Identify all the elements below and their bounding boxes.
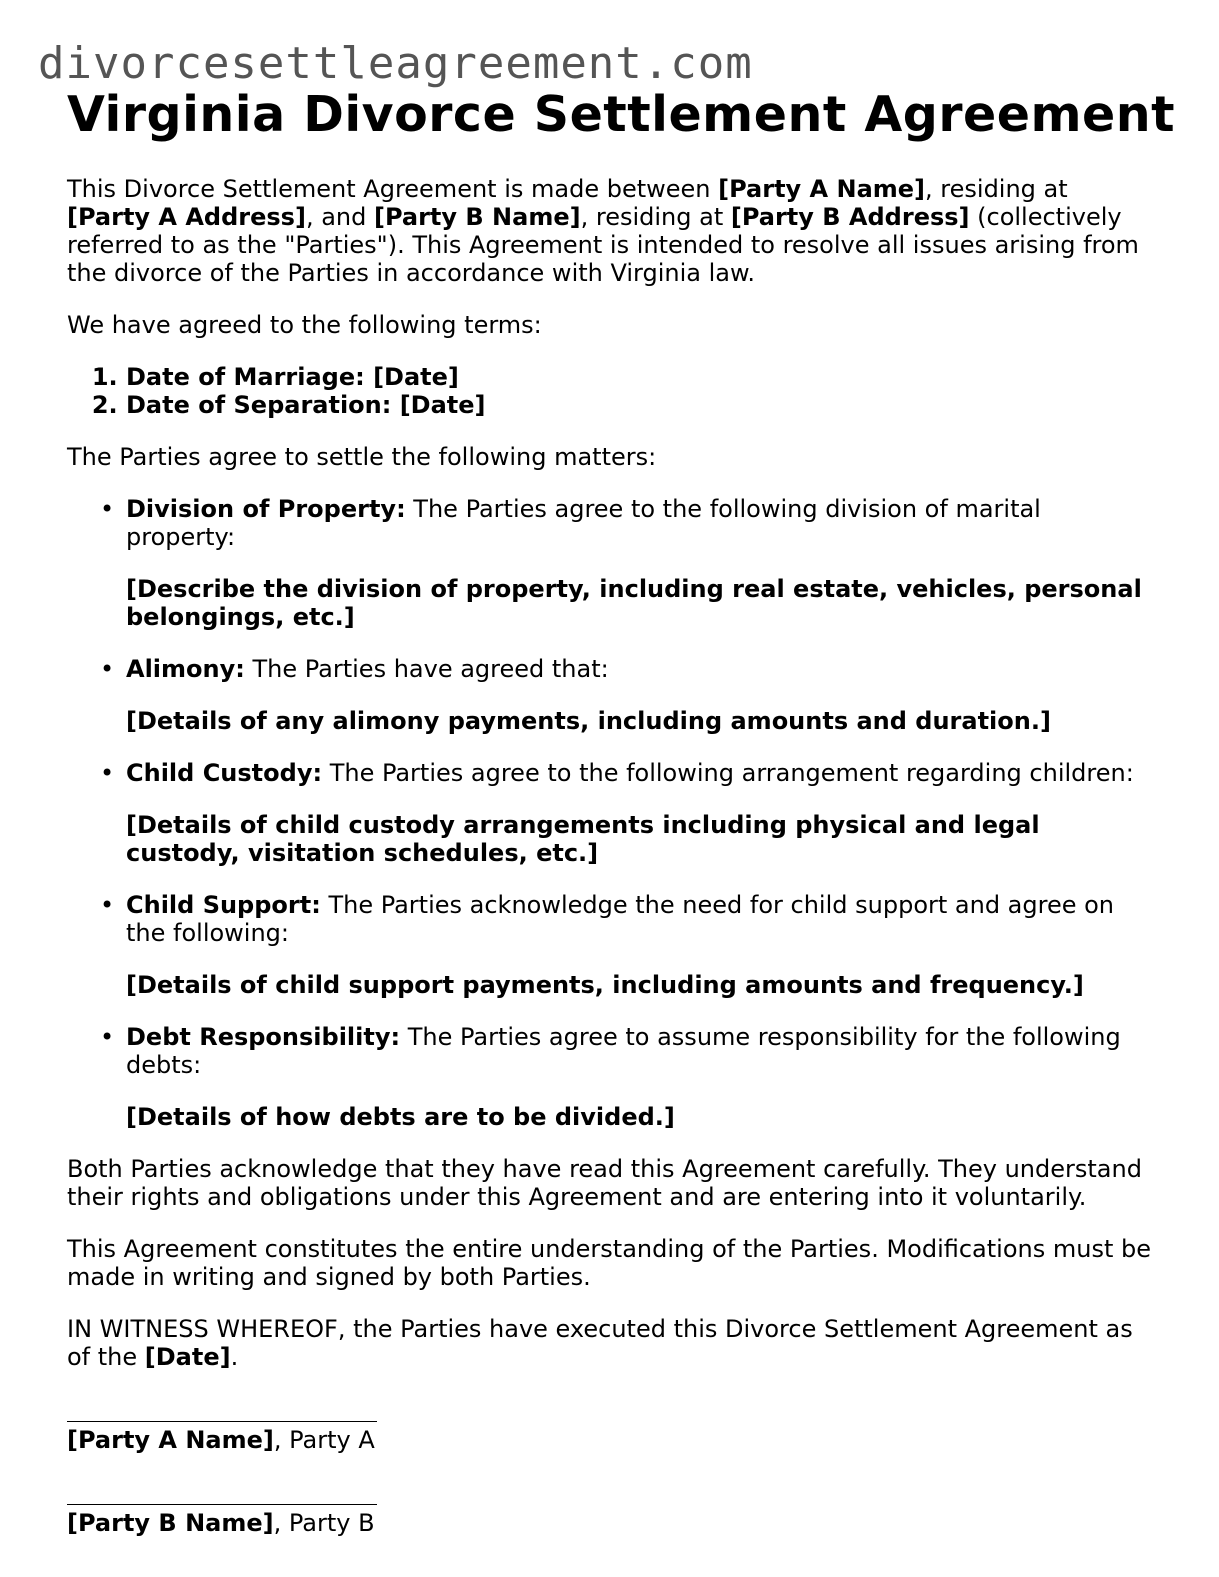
matters-lead: The Parties agree to settle the following matters:	[67, 443, 657, 471]
signature-name: [Party B Name]	[67, 1509, 274, 1537]
intro-text-2: , residing at	[925, 175, 1068, 203]
signature-party-b	[67, 1488, 1157, 1537]
matter-child-custody	[100, 759, 1157, 867]
intro-text-3: , and	[305, 203, 374, 231]
matter-alimony	[100, 655, 1157, 735]
agreement-document	[67, 86, 1176, 1537]
bullet-icon: •	[100, 495, 115, 523]
matter-division-of-property	[100, 495, 1157, 631]
signature-caption	[67, 1426, 1157, 1454]
intro-text-4: , residing at	[580, 203, 731, 231]
matter-text: The Parties have agreed that:	[244, 655, 609, 683]
matter-label: Child Custody:	[126, 759, 323, 787]
terms-lead: We have agreed to the following terms:	[67, 311, 542, 339]
term-date-of-separation: 2. Date of Separation: [Date]	[126, 391, 1157, 419]
party-a-address-placeholder: [Party A Address]	[67, 203, 306, 231]
bullet-icon: •	[100, 655, 115, 683]
matter-debt-responsibility	[100, 1023, 1157, 1131]
matter-detail-placeholder: [Describe the division of property, including real estate, vehicles, personal belongings, etc.]	[126, 575, 1142, 631]
page-title: Virginia Divorce Settlement Agreement	[67, 86, 1176, 143]
signature-line	[67, 1488, 377, 1505]
signature-caption	[67, 1509, 1157, 1537]
acknowledgement-paragraph: Both Parties acknowledge that they have read this Agreement carefully. They understand their rights and obligations under this Agreement and are entering into it voluntarily.	[67, 1155, 1142, 1211]
matter-label: Division of Property:	[126, 495, 406, 523]
witness-date-placeholder: [Date]	[144, 1343, 231, 1371]
matters-list	[67, 495, 1157, 1131]
party-a-name-placeholder: [Party A Name]	[718, 175, 926, 203]
party-b-address-placeholder: [Party B Address]	[730, 203, 970, 231]
matter-label: Alimony:	[126, 655, 245, 683]
matter-text: The Parties acknowledge the need for child support and agree on the following:	[126, 891, 1115, 947]
witness-paragraph	[67, 1315, 1157, 1371]
bullet-icon: •	[100, 891, 115, 919]
witness-text-1: IN WITNESS WHEREOF, the Parties have executed this Divorce Settlement Agreement as of the	[67, 1315, 1133, 1371]
signature-role: , Party B	[273, 1509, 375, 1537]
matter-detail-placeholder: [Details of child support payments, including amounts and frequency.]	[126, 971, 1084, 999]
matter-text: The Parties agree to assume responsibility for the following debts:	[126, 1023, 1121, 1079]
matter-child-support	[100, 891, 1157, 999]
bullet-icon: •	[100, 759, 115, 787]
intro-paragraph	[67, 175, 1157, 287]
matter-detail-placeholder: [Details of any alimony payments, including amounts and duration.]	[126, 707, 1051, 735]
signature-party-a	[67, 1405, 1157, 1454]
matter-text: The Parties agree to the following division of marital property:	[126, 495, 1041, 551]
signature-role: , Party A	[273, 1426, 375, 1454]
terms-list	[67, 363, 1157, 419]
signature-line	[67, 1405, 377, 1422]
signature-name: [Party A Name]	[67, 1426, 274, 1454]
matter-label: Debt Responsibility:	[126, 1023, 401, 1051]
witness-text-2: .	[230, 1343, 239, 1371]
matter-detail-placeholder: [Details of child custody arrangements including physical and legal custody, visitation schedules, etc.]	[126, 811, 1040, 867]
matter-detail-placeholder: [Details of how debts are to be divided.]	[126, 1103, 675, 1131]
entire-understanding-paragraph: This Agreement constitutes the entire understanding of the Parties. Modifications must be made in writing and signed by both Parties.	[67, 1235, 1151, 1291]
intro-text-5: (collectively referred to as the "Parties"). This Agreement is intended to resolve all issues arising from the divorce of the Parties in accordance with Virginia law.	[67, 203, 1139, 287]
site-watermark: divorcesettleagreement.com	[38, 38, 753, 89]
matter-text: The Parties agree to the following arrangement regarding children:	[322, 759, 1134, 787]
intro-text-1: This Divorce Settlement Agreement is made between	[67, 175, 719, 203]
matter-label: Child Support:	[126, 891, 321, 919]
term-date-of-marriage: 1. Date of Marriage: [Date]	[126, 363, 1157, 391]
party-b-name-placeholder: [Party B Name]	[373, 203, 581, 231]
bullet-icon: •	[100, 1023, 115, 1051]
